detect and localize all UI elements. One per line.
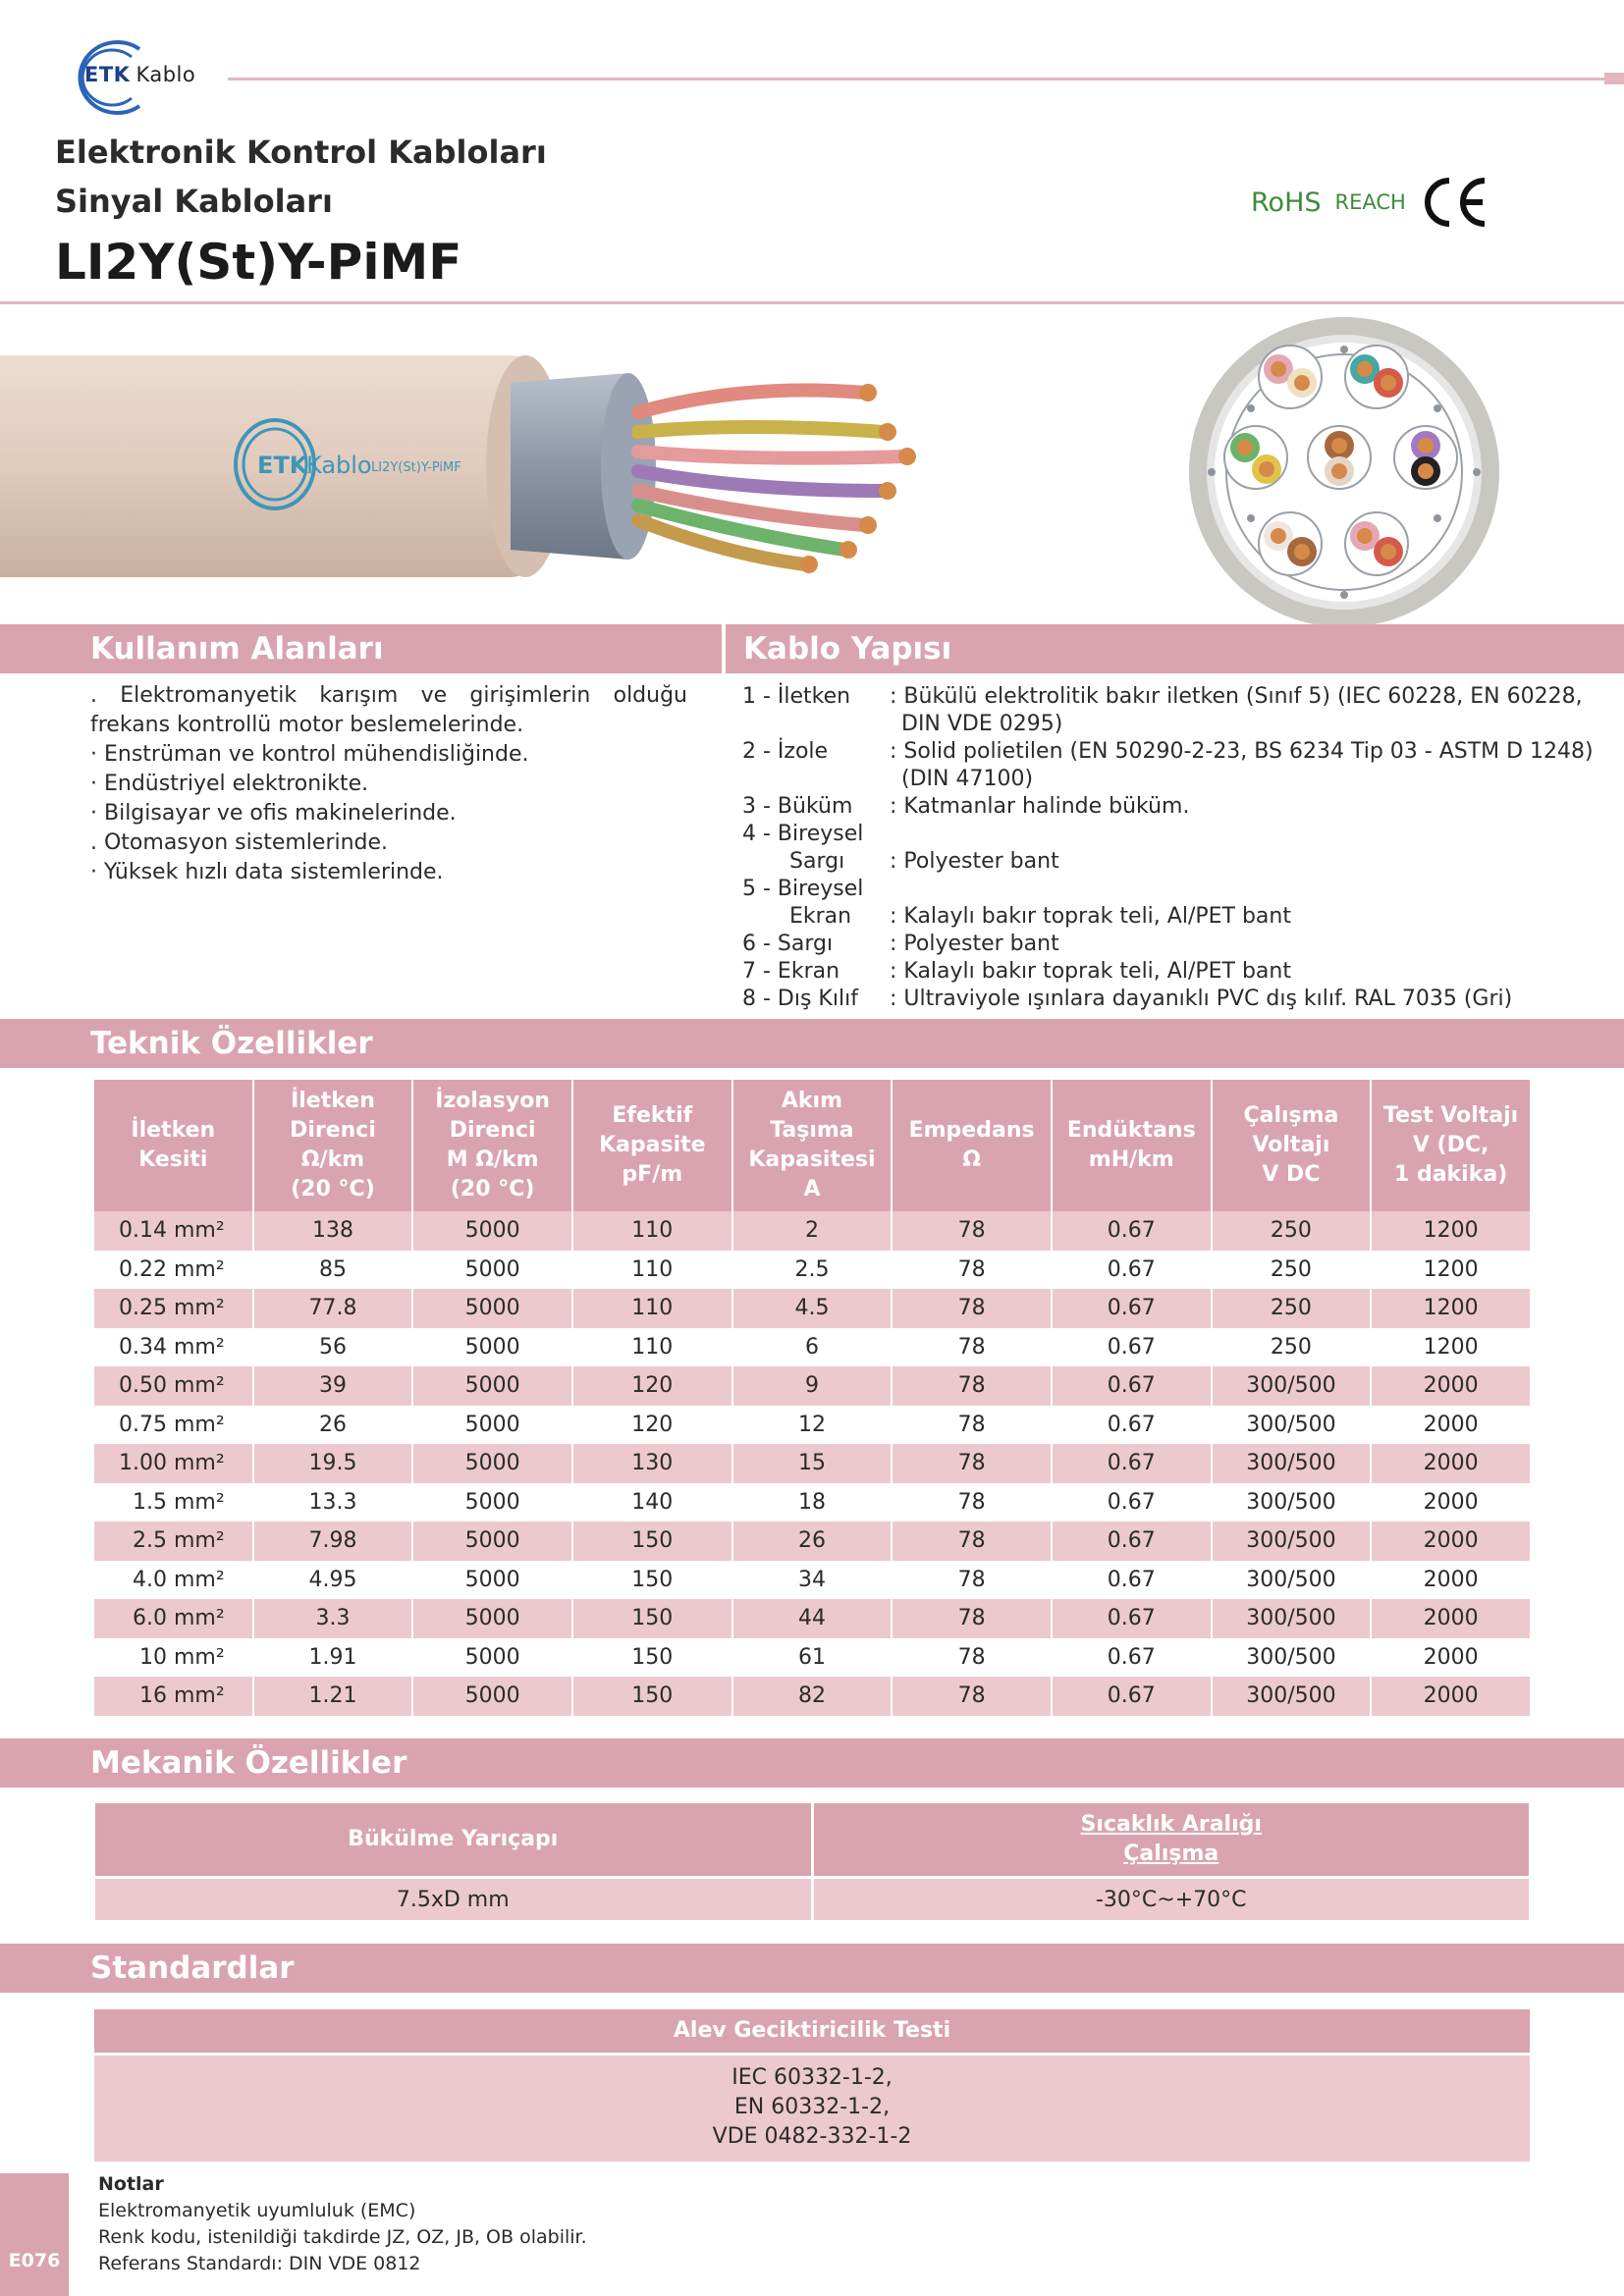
structure-component: 3 - Büküm: [742, 794, 853, 819]
table-row: [94, 1561, 1530, 1600]
header-line: V (DC,: [1412, 1133, 1489, 1157]
table-cell: 2000: [1372, 1444, 1530, 1483]
reach-mark: REACH: [1334, 190, 1406, 214]
structure-description: [890, 821, 1606, 848]
table-cell: 2.5: [733, 1251, 892, 1290]
notes: [98, 2171, 587, 2277]
table-cell: 15: [733, 1444, 892, 1483]
table-cell: 78: [893, 1561, 1051, 1600]
table-cell: 5000: [413, 1483, 571, 1522]
mechanical-table-row: [95, 1879, 1529, 1920]
table-cell: 1.91: [254, 1638, 412, 1678]
technical-column-header: [1053, 1080, 1211, 1211]
table-cell: 0.50 mm²: [94, 1366, 252, 1406]
structure-row: [742, 986, 1606, 1013]
table-cell: 300/500: [1213, 1406, 1371, 1445]
table-cell: 150: [573, 1522, 731, 1561]
header-line: Kapasite: [599, 1133, 706, 1157]
table-cell: 0.34 mm²: [94, 1328, 252, 1367]
table-cell: 77.8: [254, 1289, 412, 1328]
table-cell: 0.67: [1053, 1251, 1211, 1290]
table-cell: 0.67: [1053, 1599, 1211, 1638]
structure-component: Ekran: [789, 904, 852, 929]
table-cell: 6.0 mm²: [94, 1599, 252, 1638]
mechanical-section-header: Mekanik Özellikler: [0, 1738, 1624, 1788]
table-cell: 10 mm²: [94, 1638, 252, 1678]
table-cell: 5000: [413, 1561, 571, 1600]
structure-list: [742, 683, 1606, 1013]
table-cell: 0.14 mm²: [94, 1211, 252, 1251]
table-cell: 0.67: [1053, 1638, 1211, 1678]
structure-description: : Kalaylı bakır toprak teli, Al/PET bant: [890, 959, 1291, 984]
table-cell: 4.95: [254, 1561, 412, 1600]
table-cell: 0.67: [1053, 1366, 1211, 1406]
table-cell: 300/500: [1213, 1599, 1371, 1638]
table-cell: 1200: [1372, 1251, 1530, 1290]
structure-description: : Ultraviyole ışınlara dayanıklı PVC dış kılıf. RAL 7035 (Gri): [890, 987, 1513, 1011]
table-cell: 110: [573, 1328, 731, 1367]
technical-column-header: [1372, 1080, 1530, 1211]
usage-item: . Elektromanyetik karışım ve girişimlerin olduğu frekans kontrollü motor beslemelerinde.: [90, 683, 687, 737]
structure-description: : Kalaylı bakır toprak teli, Al/PET bant: [890, 904, 1291, 929]
header-line: Endüktans: [1066, 1118, 1196, 1143]
table-cell: 0.22 mm²: [94, 1251, 252, 1290]
table-cell: 120: [573, 1366, 731, 1406]
table-cell: 2: [733, 1211, 892, 1251]
header-line: Çalışma: [1243, 1103, 1339, 1128]
header-line: (20 °C): [450, 1177, 535, 1201]
structure-component: 8 - Dış Kılıf: [742, 987, 858, 1011]
structure-row: [742, 683, 1606, 738]
table-cell: 39: [254, 1366, 412, 1406]
brand-name: ETK Kablo: [84, 63, 196, 86]
table-cell: 7.98: [254, 1522, 412, 1561]
table-cell: 2000: [1372, 1561, 1530, 1600]
table-cell: 300/500: [1213, 1444, 1371, 1483]
table-cell: 300/500: [1213, 1522, 1371, 1561]
table-row: [94, 1599, 1530, 1638]
table-cell: 130: [573, 1444, 731, 1483]
table-cell: 78: [893, 1522, 1051, 1561]
table-row: [94, 1366, 1530, 1406]
table-cell: 0.67: [1053, 1677, 1211, 1716]
table-cell: 140: [573, 1483, 731, 1522]
header-line: Efektif: [612, 1103, 693, 1128]
cable-print-brand: ETK: [257, 452, 308, 479]
table-row: [94, 1251, 1530, 1290]
page-number: E076: [8, 2250, 61, 2271]
table-row: [94, 1522, 1530, 1561]
technical-column-header: [893, 1080, 1051, 1211]
table-cell: 1.21: [254, 1677, 412, 1716]
table-cell: 13.3: [254, 1483, 412, 1522]
cable-cross-section-image: [1182, 310, 1506, 634]
structure-component: 7 - Ekran: [742, 959, 840, 984]
table-cell: 110: [573, 1251, 731, 1290]
structure-component: 5 - Bireysel: [742, 877, 864, 901]
technical-column-header: [413, 1080, 571, 1211]
table-row: [94, 1406, 1530, 1445]
table-cell: 78: [893, 1677, 1051, 1716]
header-line: Ω/km: [300, 1148, 365, 1172]
note-line: Elektromanyetik uyumluluk (EMC): [98, 2200, 416, 2221]
table-cell: 0.67: [1053, 1328, 1211, 1367]
table-cell: 300/500: [1213, 1677, 1371, 1716]
table-cell: 44: [733, 1599, 892, 1638]
structure-description: : Solid polietilen (EN 50290-2-23, BS 6234 Tip 03 - ASTM D 1248) (DIN 47100): [890, 739, 1594, 791]
table-row: [94, 1211, 1530, 1251]
header-line: M Ω/km: [446, 1148, 539, 1172]
usage-item: . Otomasyon sistemlerinde.: [90, 830, 389, 855]
table-cell: 12: [733, 1406, 892, 1445]
cable-product-image: [0, 344, 943, 589]
table-cell: 0.67: [1053, 1483, 1211, 1522]
table-cell: 2000: [1372, 1677, 1530, 1716]
header-line: mH/km: [1088, 1148, 1174, 1172]
table-cell: 61: [733, 1638, 892, 1678]
header-line: Voltajı: [1252, 1133, 1330, 1157]
table-cell: 6: [733, 1328, 892, 1367]
table-cell: 0.67: [1053, 1289, 1211, 1328]
technical-column-header: [254, 1080, 412, 1211]
standard-line: EN 60332-1-2,: [733, 2095, 891, 2119]
table-cell: 0.67: [1053, 1522, 1211, 1561]
table-cell: 2000: [1372, 1483, 1530, 1522]
flame-retardancy-standards: [94, 2056, 1530, 2162]
table-cell: 78: [893, 1289, 1051, 1328]
table-cell: 85: [254, 1251, 412, 1290]
table-cell: 9: [733, 1366, 892, 1406]
table-cell: 0.75 mm²: [94, 1406, 252, 1445]
temperature-range-value: -30°C~+70°C: [814, 1879, 1530, 1920]
table-cell: 1.00 mm²: [94, 1444, 252, 1483]
structure-component: 2 - İzole: [742, 739, 829, 764]
usage-item: · Bilgisayar ve ofis makinelerinde.: [90, 801, 457, 826]
table-cell: 110: [573, 1289, 731, 1328]
table-cell: 2.5 mm²: [94, 1522, 252, 1561]
structure-description: : Katmanlar halinde büküm.: [890, 794, 1190, 819]
table-cell: 1200: [1372, 1211, 1530, 1251]
technical-section-header: Teknik Özellikler: [0, 1019, 1624, 1068]
table-cell: 250: [1213, 1211, 1371, 1251]
standards-section-header: Standardlar: [0, 1944, 1624, 1993]
table-row: [94, 1444, 1530, 1483]
table-cell: 78: [893, 1444, 1051, 1483]
table-cell: 5000: [413, 1251, 571, 1290]
table-cell: 150: [573, 1638, 731, 1678]
usage-item: · Endüstriyel elektronikte.: [90, 772, 369, 796]
table-cell: 2000: [1372, 1366, 1530, 1406]
table-cell: 78: [893, 1483, 1051, 1522]
table-cell: 34: [733, 1561, 892, 1600]
table-cell: 78: [893, 1599, 1051, 1638]
table-cell: 1.5 mm²: [94, 1483, 252, 1522]
technical-table: [92, 1080, 1532, 1716]
header-line: Empedans: [908, 1118, 1035, 1143]
mechanical-table: [92, 1800, 1532, 1923]
table-cell: 2000: [1372, 1406, 1530, 1445]
table-row: [94, 1289, 1530, 1328]
table-cell: 300/500: [1213, 1561, 1371, 1600]
header-line: V DC: [1262, 1162, 1321, 1187]
structure-row: [742, 876, 1606, 903]
table-cell: 18: [733, 1483, 892, 1522]
structure-description: : Polyester bant: [890, 932, 1059, 956]
table-cell: 120: [573, 1406, 731, 1445]
table-cell: 1200: [1372, 1289, 1530, 1328]
table-cell: 110: [573, 1211, 731, 1251]
table-cell: 78: [893, 1211, 1051, 1251]
table-row: [94, 1638, 1530, 1678]
table-row: [94, 1328, 1530, 1367]
header-line: Direnci: [449, 1118, 536, 1143]
table-cell: 4.0 mm²: [94, 1561, 252, 1600]
standard-line: IEC 60332-1-2,: [731, 2065, 893, 2090]
structure-row: [742, 821, 1606, 848]
table-cell: 56: [254, 1328, 412, 1367]
structure-component: 4 - Bireysel: [742, 822, 864, 846]
table-row: [94, 1483, 1530, 1522]
table-cell: 2000: [1372, 1522, 1530, 1561]
table-cell: 150: [573, 1599, 731, 1638]
header-line: Test Voltajı: [1383, 1103, 1519, 1128]
notes-title: Notlar: [98, 2173, 164, 2195]
bend-radius-value: 7.5xD mm: [95, 1879, 811, 1920]
table-cell: 4.5: [733, 1289, 892, 1328]
table-cell: 138: [254, 1211, 412, 1251]
note-line: Referans Standardı: DIN VDE 0812: [98, 2253, 421, 2274]
table-cell: 0.25 mm²: [94, 1289, 252, 1328]
title-rule: [0, 301, 1624, 304]
header-line: Ω: [962, 1148, 981, 1172]
table-cell: 250: [1213, 1289, 1371, 1328]
table-cell: 16 mm²: [94, 1677, 252, 1716]
table-cell: 0.67: [1053, 1211, 1211, 1251]
structure-component: 1 - İletken: [742, 684, 851, 709]
structure-description: [890, 876, 1606, 903]
table-cell: 5000: [413, 1522, 571, 1561]
table-row: [94, 1677, 1530, 1716]
header-line: İletken: [291, 1089, 375, 1113]
usage-section-header: Kullanım Alanları: [0, 624, 722, 673]
table-cell: 250: [1213, 1251, 1371, 1290]
table-cell: 78: [893, 1328, 1051, 1367]
table-cell: 5000: [413, 1599, 571, 1638]
header-rule-end: [1604, 73, 1624, 84]
table-cell: 0.67: [1053, 1406, 1211, 1445]
structure-row: [742, 738, 1606, 793]
structure-component: Sargı: [789, 849, 845, 874]
table-cell: 150: [573, 1677, 731, 1716]
table-cell: 250: [1213, 1328, 1371, 1367]
category-line-2: Sinyal Kabloları: [55, 183, 333, 220]
cable-print-brand-rest: Kablo: [306, 452, 372, 479]
mechanical-table-header-row: [95, 1803, 1529, 1876]
table-cell: 78: [893, 1251, 1051, 1290]
header-line: İletken: [131, 1118, 216, 1143]
table-cell: 1200: [1372, 1328, 1530, 1367]
technical-column-header: [733, 1080, 892, 1211]
structure-row: [742, 903, 1606, 931]
bend-radius-header: Bükülme Yarıçapı: [95, 1803, 811, 1876]
usage-item: · Yüksek hızlı data sistemlerinde.: [90, 860, 444, 884]
table-cell: 5000: [413, 1677, 571, 1716]
technical-column-header: [1213, 1080, 1371, 1211]
structure-row: [742, 848, 1606, 876]
structure-row: [742, 931, 1606, 958]
header-rule: [228, 78, 1624, 80]
structure-section-header: Kablo Yapısı: [726, 624, 1624, 673]
table-cell: 5000: [413, 1638, 571, 1678]
category-line-1: Elektronik Kontrol Kabloları: [55, 133, 547, 171]
table-cell: 5000: [413, 1406, 571, 1445]
temperature-range-header: [814, 1803, 1530, 1876]
header-line: 1 dakika): [1393, 1162, 1508, 1187]
usage-list: [90, 681, 687, 887]
technical-table-header-row: [94, 1080, 1530, 1211]
header-line: Akım: [781, 1089, 843, 1113]
table-cell: 78: [893, 1366, 1051, 1406]
temperature-range-title: Sıcaklık Aralığı: [1080, 1812, 1262, 1837]
ce-mark-icon: [1418, 175, 1490, 230]
cable-print-code: LI2Y(St)Y-PiMF: [371, 460, 461, 475]
table-cell: 19.5: [254, 1444, 412, 1483]
table-cell: 26: [254, 1406, 412, 1445]
table-cell: 78: [893, 1406, 1051, 1445]
page-tab: [0, 2173, 69, 2296]
rohs-mark: RoHS: [1251, 187, 1322, 218]
note-line: Renk kodu, istenildiği takdirde JZ, OZ, JB, OB olabilir.: [98, 2226, 587, 2248]
table-cell: 3.3: [254, 1599, 412, 1638]
table-cell: 300/500: [1213, 1483, 1371, 1522]
temperature-operating-label: Çalışma: [1123, 1842, 1219, 1866]
flame-retardancy-header: Alev Geciktiricilik Testi: [94, 2009, 1530, 2053]
header-line: Direnci: [290, 1118, 376, 1143]
table-cell: 78: [893, 1638, 1051, 1678]
table-cell: 2000: [1372, 1638, 1530, 1678]
header-line: (20 °C): [291, 1177, 375, 1201]
brand-logo: [53, 37, 210, 118]
structure-description: : Bükülü elektrolitik bakır iletken (Sınıf 5) (IEC 60228, EN 60228, DIN VDE 0295): [890, 684, 1583, 736]
structure-row: [742, 958, 1606, 986]
table-cell: 5000: [413, 1366, 571, 1406]
table-cell: 0.67: [1053, 1561, 1211, 1600]
header-line: Kapasitesi: [748, 1148, 876, 1172]
table-cell: 300/500: [1213, 1366, 1371, 1406]
table-cell: 5000: [413, 1289, 571, 1328]
header-line: Taşıma: [770, 1118, 854, 1143]
table-cell: 5000: [413, 1444, 571, 1483]
table-cell: 5000: [413, 1328, 571, 1367]
header-line: Kesiti: [138, 1148, 208, 1172]
table-cell: 0.67: [1053, 1444, 1211, 1483]
header-line: İzolasyon: [435, 1089, 550, 1113]
technical-column-header: [573, 1080, 731, 1211]
technical-column-header: [94, 1080, 252, 1211]
standard-line: VDE 0482-332-1-2: [712, 2124, 912, 2149]
structure-row: [742, 793, 1606, 821]
structure-description: : Polyester bant: [890, 849, 1059, 874]
usage-item: · Enstrüman ve kontrol mühendisliğinde.: [90, 742, 529, 767]
certification-marks: [1251, 173, 1490, 232]
table-cell: 150: [573, 1561, 731, 1600]
table-cell: 26: [733, 1522, 892, 1561]
product-code: LI2Y(St)Y-PiMF: [55, 234, 462, 291]
header-line: A: [803, 1177, 821, 1201]
table-cell: 300/500: [1213, 1638, 1371, 1678]
table-cell: 82: [733, 1677, 892, 1716]
table-cell: 2000: [1372, 1599, 1530, 1638]
structure-component: 6 - Sargı: [742, 932, 834, 956]
table-cell: 5000: [413, 1211, 571, 1251]
header-line: pF/m: [622, 1162, 683, 1187]
